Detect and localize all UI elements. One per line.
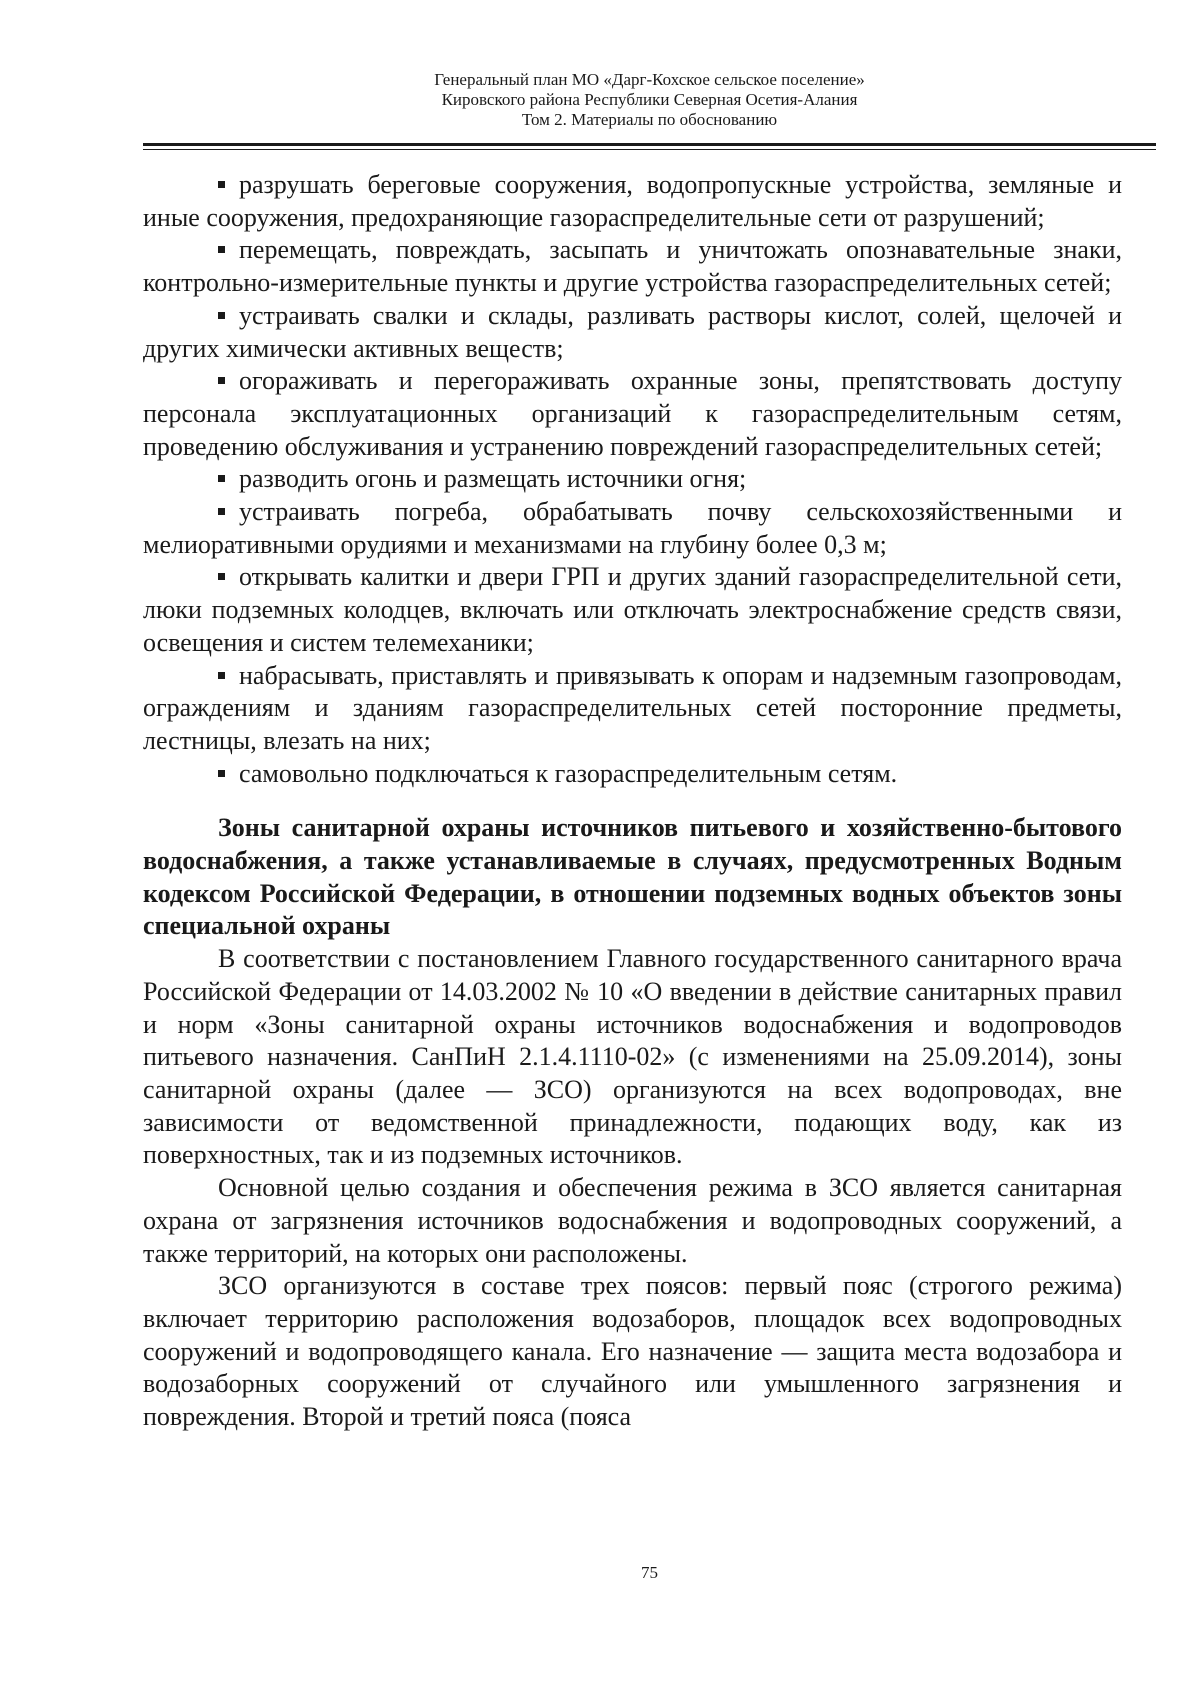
square-bullet-icon — [218, 672, 225, 679]
square-bullet-icon — [218, 377, 225, 384]
square-bullet-icon — [218, 312, 225, 319]
body-paragraph: В соответствии с постановлением Главного государственного санитарного врача Российской Федерации от 14.03.2002 № 10 «О введении в действие санитарных правил и норм «Зоны санитарной охраны источников водоснабжения и водопроводов питьевого назначения. СанПиН 2.1.4.1110-02» (с изменениями на 25.09.2014), зоны санитарной охраны (далее — ЗСО) организуются на всех водопроводах, вне зависимости от ведомственной принадлежности, подающих воду, как из поверхностных, так и из подземных источников. — [143, 944, 1122, 1170]
header-line-2: Кировского района Республики Северная Осетия-Алания — [441, 90, 858, 109]
square-bullet-icon — [218, 770, 225, 777]
header-line-3: Том 2. Материалы по обоснованию — [521, 110, 778, 129]
bullet-text: открывать калитки и двери ГРП и других зданий газораспределительной сети, люки подземных колодцев, включать или отключать электроснабжение средств связи, освещения и систем телемеханики; — [143, 562, 1122, 657]
bullet-text: устраивать погреба, обрабатывать почву сельскохозяйственными и мелиоративными орудиями и механизмами на глубину более 0,3 м; — [143, 497, 1122, 559]
header-rule-thick — [143, 143, 1156, 146]
bullet-text: набрасывать, приставлять и привязывать к опорам и надземным газопроводам, ограждениям и зданиям газораспределительных сетей посторонние предметы, лестницы, влезать на них; — [143, 660, 1122, 755]
bullet-item — [143, 561, 1122, 659]
page-header — [143, 70, 1156, 130]
page-number: 75 — [641, 1563, 658, 1582]
bullet-item — [143, 169, 1122, 234]
bullet-item — [143, 463, 1122, 496]
bullet-text: разводить огонь и размещать источники огня; — [239, 464, 747, 494]
bullet-item — [143, 234, 1122, 299]
section-heading: Зоны санитарной охраны источников питьевого и хозяйственно-бытового водоснабжения, а также устанавливаемые в случаях, предусмотренных Водным кодексом Российской Федерации, в отношении подземных водных объектов зоны специальной охраны — [143, 813, 1122, 941]
bullet-text: самовольно подключаться к газораспределительным сетям. — [239, 758, 898, 788]
bullet-text: перемещать, повреждать, засыпать и уничтожать опознавательные знаки, контрольно-измерительные пункты и другие устройства газораспределительных сетей; — [143, 235, 1122, 298]
square-bullet-icon — [218, 181, 225, 188]
bullet-item — [143, 496, 1122, 561]
bullet-item — [143, 660, 1122, 758]
header-rule-thin — [143, 149, 1156, 150]
square-bullet-icon — [218, 475, 225, 482]
bullet-text: устраивать свалки и склады, разливать растворы кислот, солей, щелочей и других химически активных веществ; — [143, 300, 1122, 363]
bullet-item — [143, 365, 1122, 463]
square-bullet-icon — [218, 246, 225, 253]
square-bullet-icon — [218, 508, 225, 515]
bullet-item — [143, 300, 1122, 365]
square-bullet-icon — [218, 573, 225, 580]
bullet-text: разрушать береговые сооружения, водопропускные устройства, земляные и иные сооружения, предохраняющие газораспределительные сети от разрушений; — [143, 170, 1122, 232]
body-paragraph: ЗСО организуются в составе трех поясов: первый пояс (строгого режима) включает территорию расположения водозаборов, площадок всех водопроводных сооружений и водопроводящего канала. Его назначение — защита места водозабора и водозаборных сооружений от случайного или умышленного загрязнения и повреждения. Второй и третий пояса (пояса — [143, 1271, 1122, 1432]
bullet-item — [143, 758, 1122, 791]
document-body — [143, 169, 1122, 1434]
body-paragraph: Основной целью создания и обеспечения режима в ЗСО является санитарная охрана от загрязнения источников водоснабжения и водопроводных сооружений, а также территорий, на которых они расположены. — [143, 1173, 1122, 1268]
bullet-text: огораживать и перегораживать охранные зоны, препятствовать доступу персонала эксплуатационных организаций к газораспределительным сетям, проведению обслуживания и устранению повреждений газораспределительных сетей; — [143, 366, 1122, 461]
header-line-1: Генеральный план МО «Дарг-Кохское сельское поселение» — [434, 70, 865, 89]
